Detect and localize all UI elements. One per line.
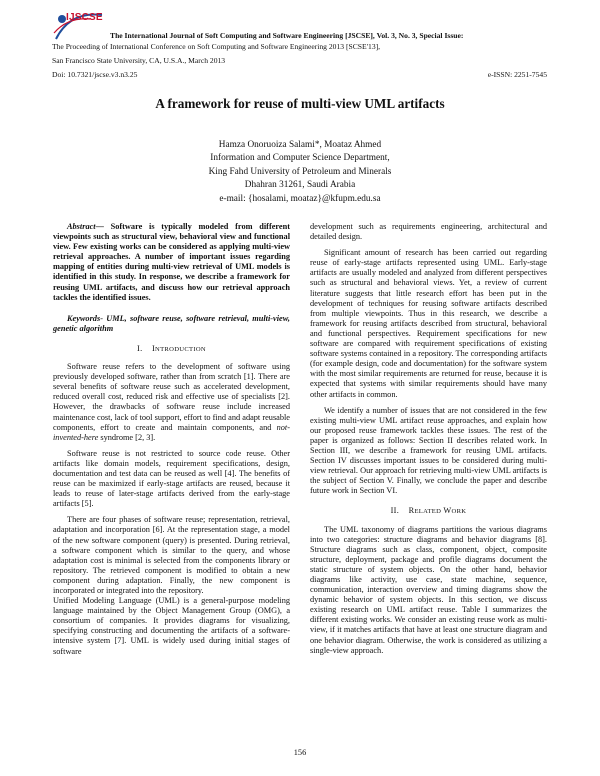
location-line: San Francisco State University, CA, U.S.A., March 2013 bbox=[52, 56, 226, 65]
author-block bbox=[0, 139, 600, 206]
intro-paragraph-6: Significant amount of research has been carried out regarding reuse of early-stage artifacts represented using UML. Early-stage artifacts are usually modeled and analyzed from different perspectives such as structural and behavioral views. Yet, a review of current literature suggests that little research effort has been put in the development of techniques for reusing software artifacts described from multiple viewpoints. Thus in this research, we describe a framework for reusing artifacts described from structural, behavioral and functional perspectives. Requirement specifications for new software are compared with requirement specifications of existing software systems contained in a repository. The corresponding artifacts (for example design, code and documentation) for the software system with the most similar requirements are returned for reuse, because it is expected that systems with similar requirements should have many other artifacts in common. bbox=[310, 248, 547, 399]
author-names: Hamza Onoruoiza Salami*, Moataz Ahmed bbox=[218, 140, 382, 150]
left-column bbox=[53, 222, 290, 657]
intro-paragraph-5: development such as requirements engineering, architectural and detailed design. bbox=[310, 222, 547, 242]
eissn-line: e-ISSN: 2251-7545 bbox=[487, 70, 547, 79]
author-department: Information and Computer Science Department, bbox=[210, 153, 390, 164]
related-work-paragraph-1: The UML taxonomy of diagrams partitions the various diagrams into two categories: structure diagrams and behavior diagrams [8]. Structure diagrams such as class, component, object, composite structure, deployment, package and profile diagrams document the static structure of system objects. On the other hand, behavior diagrams like activity, use case, state machine, sequence, communication, interaction overview and timing diagrams show the dynamic behavior of system objects. In this section, we discuss existing research on UML artifact reuse. Table I summarizes the different existing works. We consider an existing reuse work as multi-view, if it matches artifacts that have at least one structure diagram and one behavior diagram. Otherwise, the work is considered as utilizing a single-view approach. bbox=[310, 524, 547, 655]
keywords: Keywords- UML, software reuse, software retrieval, multi-view, genetic algorithm bbox=[53, 313, 290, 333]
section-heading-introduction: I. INTRODUCTION bbox=[137, 343, 206, 353]
intro-paragraph-4: Unified Modeling Language (UML) is a general-purpose modeling language maintained by the Object Management Group (OMG), a consortium of companies. It provides diagrams for visualizing, specifying constructing and documenting the artifacts of a software-intensive system [7]. UML is widely used during initial stages of software bbox=[53, 596, 290, 656]
abstract-text: Software is typically modeled from different viewpoints such as structural view, behavioral view and functional view. Few existing works can be considered as applying multi-view retrieval approaches. A number of important issues regarding mapping of entities during multi-view retrieval of UML models is identified in this study. In response, we describe a framework for reusing UML artifacts, and discuss how our retrieval approach tackles the identified issues. bbox=[53, 222, 290, 302]
section-heading-related-work: II. RELATED WORK bbox=[390, 506, 467, 516]
abstract bbox=[53, 222, 290, 303]
intro-paragraph-1: Software reuse refers to the development of software using previously developed software, rather than from scratch [1]. There are several benefits of software reuse such as accelerated development, reduced overall cost, reduced risk and effective use of specialists [2]. However, the drawbacks of software reuse include increased maintenance cost, lack of tool support, effort to find and adapt reusable components, effort to create and maintain components, and not-invented-here syndrome [2, 3]. bbox=[53, 362, 290, 442]
author-university: King Fahd University of Petroleum and Minerals bbox=[208, 166, 392, 177]
intro-paragraph-7: We identify a number of issues that are not considered in the few existing multi-view UML artifact reuse approaches, and explain how our proposed reuse framework tackles these issues. The rest of the paper is organized as follows: Section II describes related work. In Section III, we describe a framework for reusing UML artifacts. Section IV discusses important issues to be considered during multi-view retrieval. Our approach for retrieving multi-view UML artifacts is the subject of Section V. Finally, we conclude the paper and describe future work in Section VI. bbox=[310, 405, 547, 496]
author-email: e-mail: {hosalami, moataz}@kfupm.edu.sa bbox=[219, 193, 381, 204]
journal-logo bbox=[52, 9, 110, 45]
proceeding-line: The Proceeding of International Conference on Soft Computing and Software Engineering 2013 [SCSE'13], bbox=[52, 42, 381, 51]
paper-title: A framework for reuse of multi-view UML artifacts bbox=[155, 96, 445, 111]
doi-line: Doi: 10.7321/jscse.v3.n3.25 bbox=[52, 70, 138, 79]
logo-text: IJSCSE bbox=[66, 12, 103, 23]
author-city: Dhahran 31261, Saudi Arabia bbox=[244, 180, 356, 191]
journal-line: The International Journal of Soft Computing and Software Engineering [JSCSE], Vol. 3, No. 3, Special Issue: bbox=[110, 31, 464, 40]
abstract-label: Abstract— bbox=[67, 222, 104, 231]
intro-paragraph-2: Software reuse is not restricted to source code reuse. Other artifacts like domain models, requirement specifications, design, documentation and test data can be reused as well [4]. The benefits of reuse can be maximized if early-stage artifacts are reused, because it leads to reuse of later-stage artifacts derived from the early-stage artifacts [5]. bbox=[53, 448, 290, 509]
intro-paragraph-3: There are four phases of software reuse; representation, retrieval, adaptation and incorporation [6]. At the representation stage, a model of the new software component (query) is presented. During retrieval, a software component which is similar to the query, and whose adaptation cost is minimal is selected from the components library or repository. The retrieved component is modified to obtain a new component during adaptation. Finally, the new component is incorporated or integrated into the repository. bbox=[53, 515, 290, 595]
page-number: 156 bbox=[293, 748, 307, 757]
right-column bbox=[310, 222, 547, 656]
